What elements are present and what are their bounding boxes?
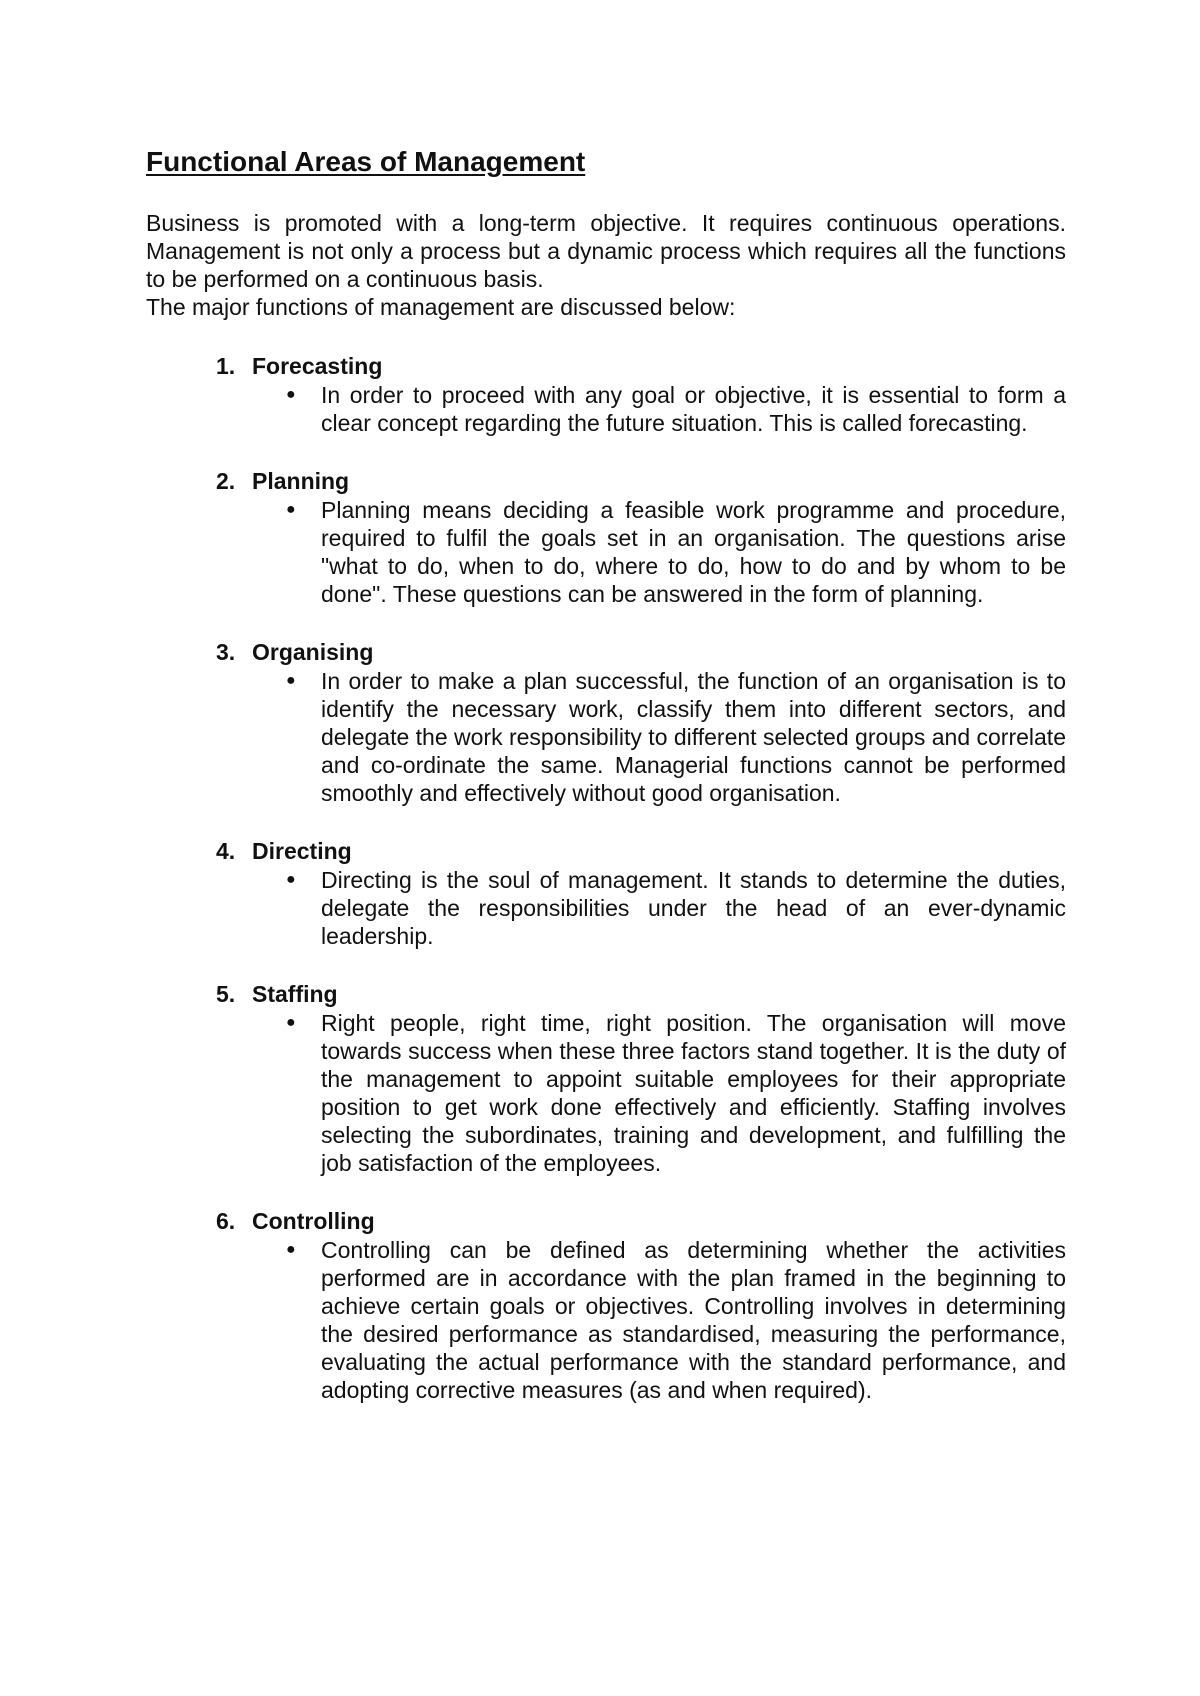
function-name: Planning xyxy=(252,468,350,494)
function-number: 1. xyxy=(216,353,236,379)
bullet-icon: ● xyxy=(286,386,296,403)
function-heading xyxy=(146,351,1066,381)
bullet-point xyxy=(146,1236,1066,1404)
function-heading xyxy=(146,979,1066,1009)
bullet-point xyxy=(146,667,1066,807)
bullet-icon: ● xyxy=(286,501,296,518)
functions-list xyxy=(146,351,1066,1404)
document-title: Functional Areas of Management xyxy=(146,146,586,177)
bullet-point xyxy=(146,866,1066,950)
function-heading xyxy=(146,637,1066,667)
document-page xyxy=(146,140,1066,1433)
function-heading xyxy=(146,836,1066,866)
function-heading xyxy=(146,1206,1066,1236)
function-number: 6. xyxy=(216,1208,236,1234)
function-description: Controlling can be defined as determining whether the activities performed are in accordance with the plan framed in the beginning to achieve certain goals or objectives. Controlling involves in determining the desired performance as standardised, measuring the performance, evaluating the actual performance with the standard performance, and adopting corrective measures (as and when required). xyxy=(321,1237,1066,1403)
function-number: 3. xyxy=(216,639,236,665)
function-item-planning xyxy=(146,466,1066,608)
function-description: In order to make a plan successful, the function of an organisation is to identify the necessary work, classify them into different sectors, and delegate the work responsibility to different selected groups and correlate and co-ordinate the same. Managerial functions cannot be performed smoothly and effectively without good organisation. xyxy=(321,668,1066,806)
function-description: Right people, right time, right position. The organisation will move towards success when these three factors stand together. It is the duty of the management to appoint suitable employees for their appropriate position to get work done effectively and efficiently. Staffing involves selecting the subordinates, training and development, and fulfilling the job satisfaction of the employees. xyxy=(321,1010,1066,1176)
function-name: Organising xyxy=(252,639,374,665)
function-name: Directing xyxy=(252,838,352,864)
function-number: 4. xyxy=(216,838,236,864)
function-name: Controlling xyxy=(252,1208,375,1234)
function-heading xyxy=(146,466,1066,496)
function-name: Forecasting xyxy=(252,353,383,379)
function-name: Staffing xyxy=(252,981,338,1007)
function-item-controlling xyxy=(146,1206,1066,1404)
function-item-staffing xyxy=(146,979,1066,1177)
function-item-directing xyxy=(146,836,1066,950)
bullet-icon: ● xyxy=(286,1241,296,1258)
bullet-icon: ● xyxy=(286,871,296,888)
bullet-point xyxy=(146,496,1066,608)
bullet-point xyxy=(146,381,1066,437)
bullet-icon: ● xyxy=(286,672,296,689)
intro-paragraph: Business is promoted with a long-term objective. It requires continuous operations. Management is not only a process but a dynamic process which requires all the functions to be performed on a continuous basis. xyxy=(146,210,1066,292)
function-description: In order to proceed with any goal or objective, it is essential to form a clear concept regarding the future situation. This is called forecasting. xyxy=(321,382,1066,436)
intro-lead: The major functions of management are discussed below: xyxy=(146,294,736,320)
function-description: Planning means deciding a feasible work programme and procedure, required to fulfil the goals set in an organisation. The questions arise "what to do, when to do, where to do, how to do and by whom to be done". These questions can be answered in the form of planning. xyxy=(321,497,1066,607)
function-number: 5. xyxy=(216,981,236,1007)
function-number: 2. xyxy=(216,468,236,494)
function-item-forecasting xyxy=(146,351,1066,437)
function-item-organising xyxy=(146,637,1066,807)
bullet-point xyxy=(146,1009,1066,1177)
bullet-icon: ● xyxy=(286,1014,296,1031)
function-description: Directing is the soul of management. It stands to determine the duties, delegate the responsibilities under the head of an ever-dynamic leadership. xyxy=(321,867,1066,949)
